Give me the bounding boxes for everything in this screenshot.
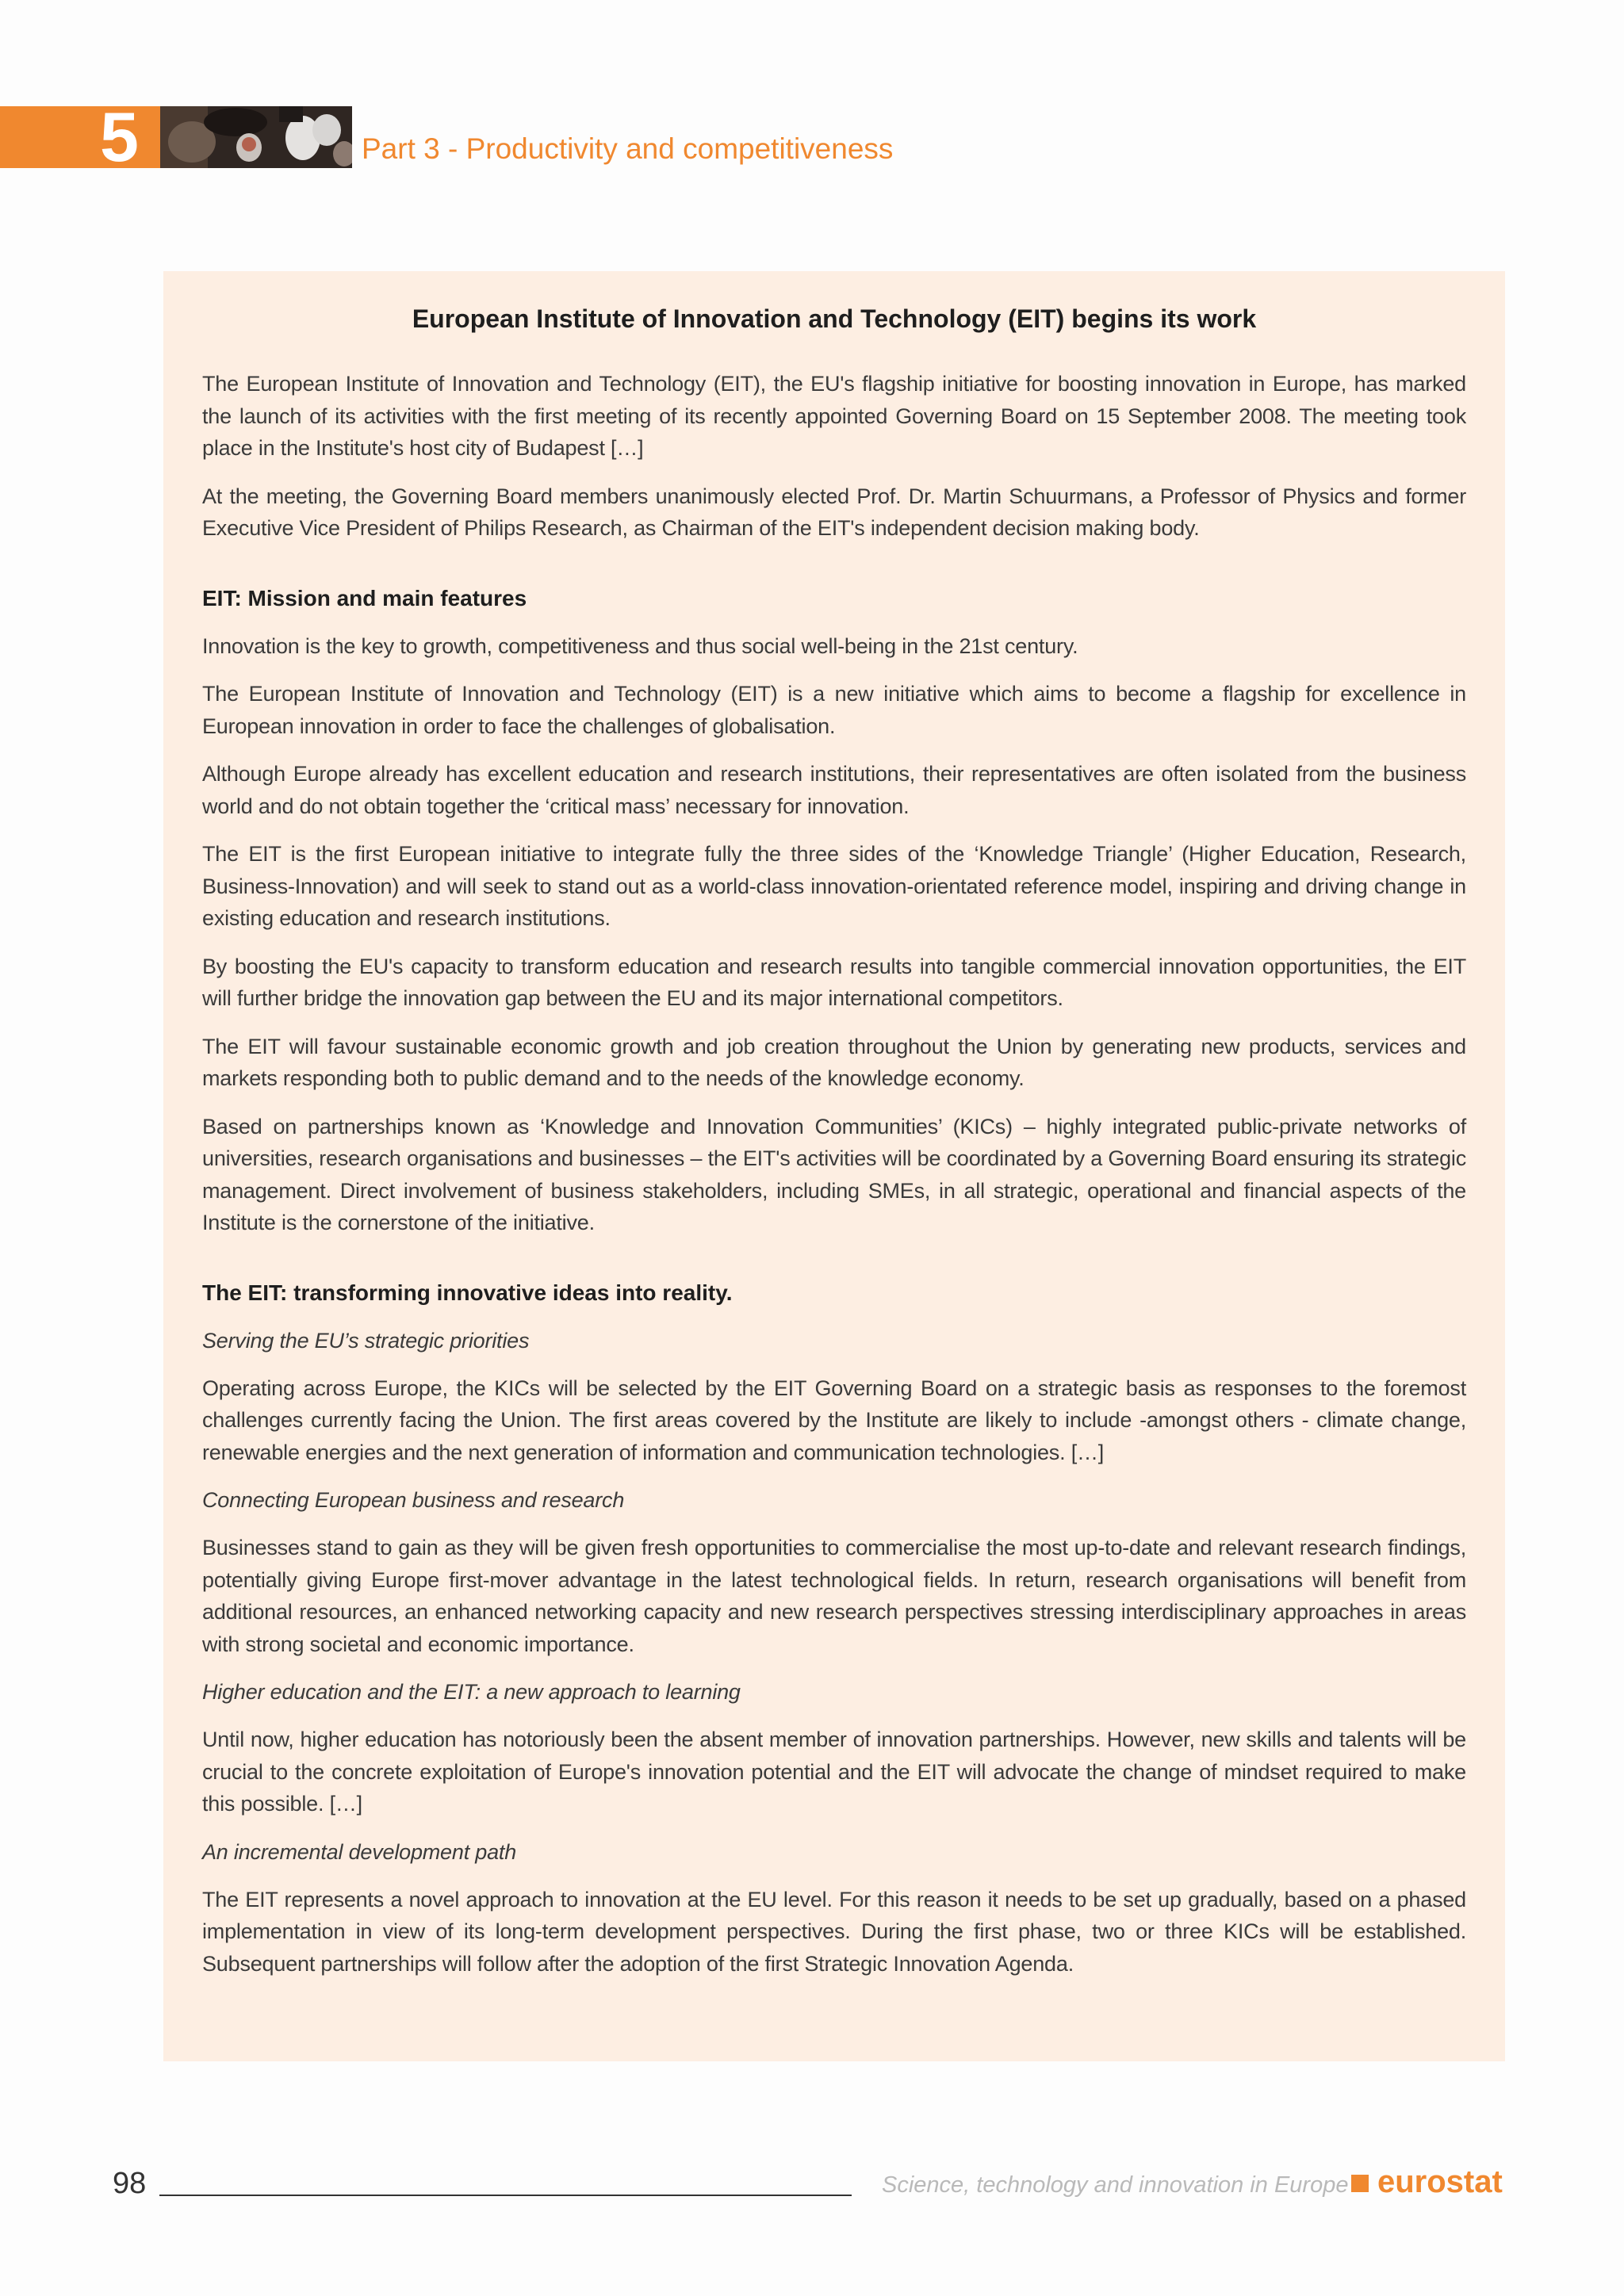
- info-box: [163, 271, 1505, 2061]
- paragraph: The European Institute of Innovation and Technology (EIT), the EU's flagship initiative for boosting innovation in Europe, has marked the launch of its activities with the first meeting of its recently appointed Governing Board on 15 September 2008. The meeting took place in the Institute's host city of Budapest […]: [202, 372, 1466, 460]
- subsection-heading: Serving the EU’s strategic priorities: [202, 1328, 530, 1353]
- paragraph: Innovation is the key to growth, competitiveness and thus social well-being in the 21st century.: [202, 633, 1078, 658]
- publication-title: Science, technology and innovation in Europe: [882, 2172, 1349, 2198]
- paragraph: Based on partnerships known as ‘Knowledge and Innovation Communities’ (KICs) – highly integrated public-private networks of universities, research organisations and businesses – the EIT's activities will be coordinated by a Governing Board ensuring its strategic management. Direct involvement of business stakeholders, including SMEs, in all strategic, operational and financial aspects of the Institute is the cornerstone of the initiative.: [202, 1114, 1466, 1234]
- box-title: European Institute of Innovation and Technology (EIT) begins its work: [412, 304, 1257, 333]
- eurostat-logo-square-icon: [1351, 2175, 1369, 2192]
- subsection-heading: Connecting European business and research: [202, 1488, 625, 1512]
- eurostat-logo: eurostat: [1377, 2164, 1503, 2199]
- paragraph: The EIT represents a novel approach to innovation at the EU level. For this reason it needs to be set up gradually, based on a phased implementation in view of its long-term development perspectives. During the first phase, two or three KICs will be established. Subsequent partnerships will follow after the adoption of the first Strategic Innovation Agenda.: [202, 1887, 1466, 1976]
- paragraph: The EIT is the first European initiative to integrate fully the three sides of the ‘Knowledge Triangle’ (Higher Education, Research, Business-Innovation) and will seek to stand out as a world-class innovation-orientated reference model, inspiring and driving change in existing education and research institutions.: [202, 842, 1466, 930]
- chapter-number: 5: [100, 98, 139, 176]
- section-heading: The EIT: transforming innovative ideas into reality.: [202, 1280, 733, 1305]
- paragraph: Operating across Europe, the KICs will be selected by the EIT Governing Board on a strategic basis as responses to the foremost challenges currently facing the Union. The first areas covered by the Institute are likely to include -amongst others - climate change, renewable energies and the next generation of information and communication technologies. […]: [202, 1376, 1466, 1464]
- info-box-content: [202, 303, 1466, 1996]
- paragraph: At the meeting, the Governing Board members unanimously elected Prof. Dr. Martin Schuurmans, a Professor of Physics and former Executive Vice President of Philips Research, as Chairman of the EIT's independent decision making body.: [202, 484, 1466, 540]
- footer-rule: [159, 2195, 852, 2196]
- page-number: 98: [113, 2167, 147, 2200]
- paragraph: The EIT will favour sustainable economic growth and job creation throughout the Union by generating new products, services and markets responding both to public demand and to the needs of the knowledge economy.: [202, 1034, 1466, 1090]
- paragraph: The European Institute of Innovation and Technology (EIT) is a new initiative which aims to become a flagship for excellence in European innovation in order to face the challenges of globalisation.: [202, 682, 1466, 738]
- subsection-heading: Higher education and the EIT: a new approach to learning: [202, 1680, 741, 1704]
- paragraph: By boosting the EU's capacity to transform education and research results into tangible commercial innovation opportunities, the EIT will further bridge the innovation gap between the EU and its major international competitors.: [202, 954, 1466, 1010]
- subsection-heading: An incremental development path: [202, 1839, 517, 1864]
- paragraph: Although Europe already has excellent education and research institutions, their representatives are often isolated from the business world and do not obtain together the ‘critical mass’ necessary for innovation.: [202, 762, 1466, 818]
- paragraph: Until now, higher education has notoriously been the absent member of innovation partnerships. However, new skills and talents will be crucial to the concrete exploitation of Europe's innovation potential and the EIT will advocate the change of mindset required to make this possible. […]: [202, 1728, 1466, 1816]
- paragraph: Businesses stand to gain as they will be given fresh opportunities to commercialise the most up-to-date and relevant research findings, potentially giving Europe first-mover advantage in the latest technological fields. In return, research organisations will benefit from additional resources, an enhanced networking capacity and new research perspectives stressing interdisciplinary approaches in areas with strong societal and economic importance.: [202, 1536, 1466, 1656]
- section-heading: EIT: Mission and main features: [202, 585, 527, 610]
- part-title: Part 3 - Productivity and competitiveness: [362, 132, 894, 165]
- chapter-photo: [160, 106, 352, 168]
